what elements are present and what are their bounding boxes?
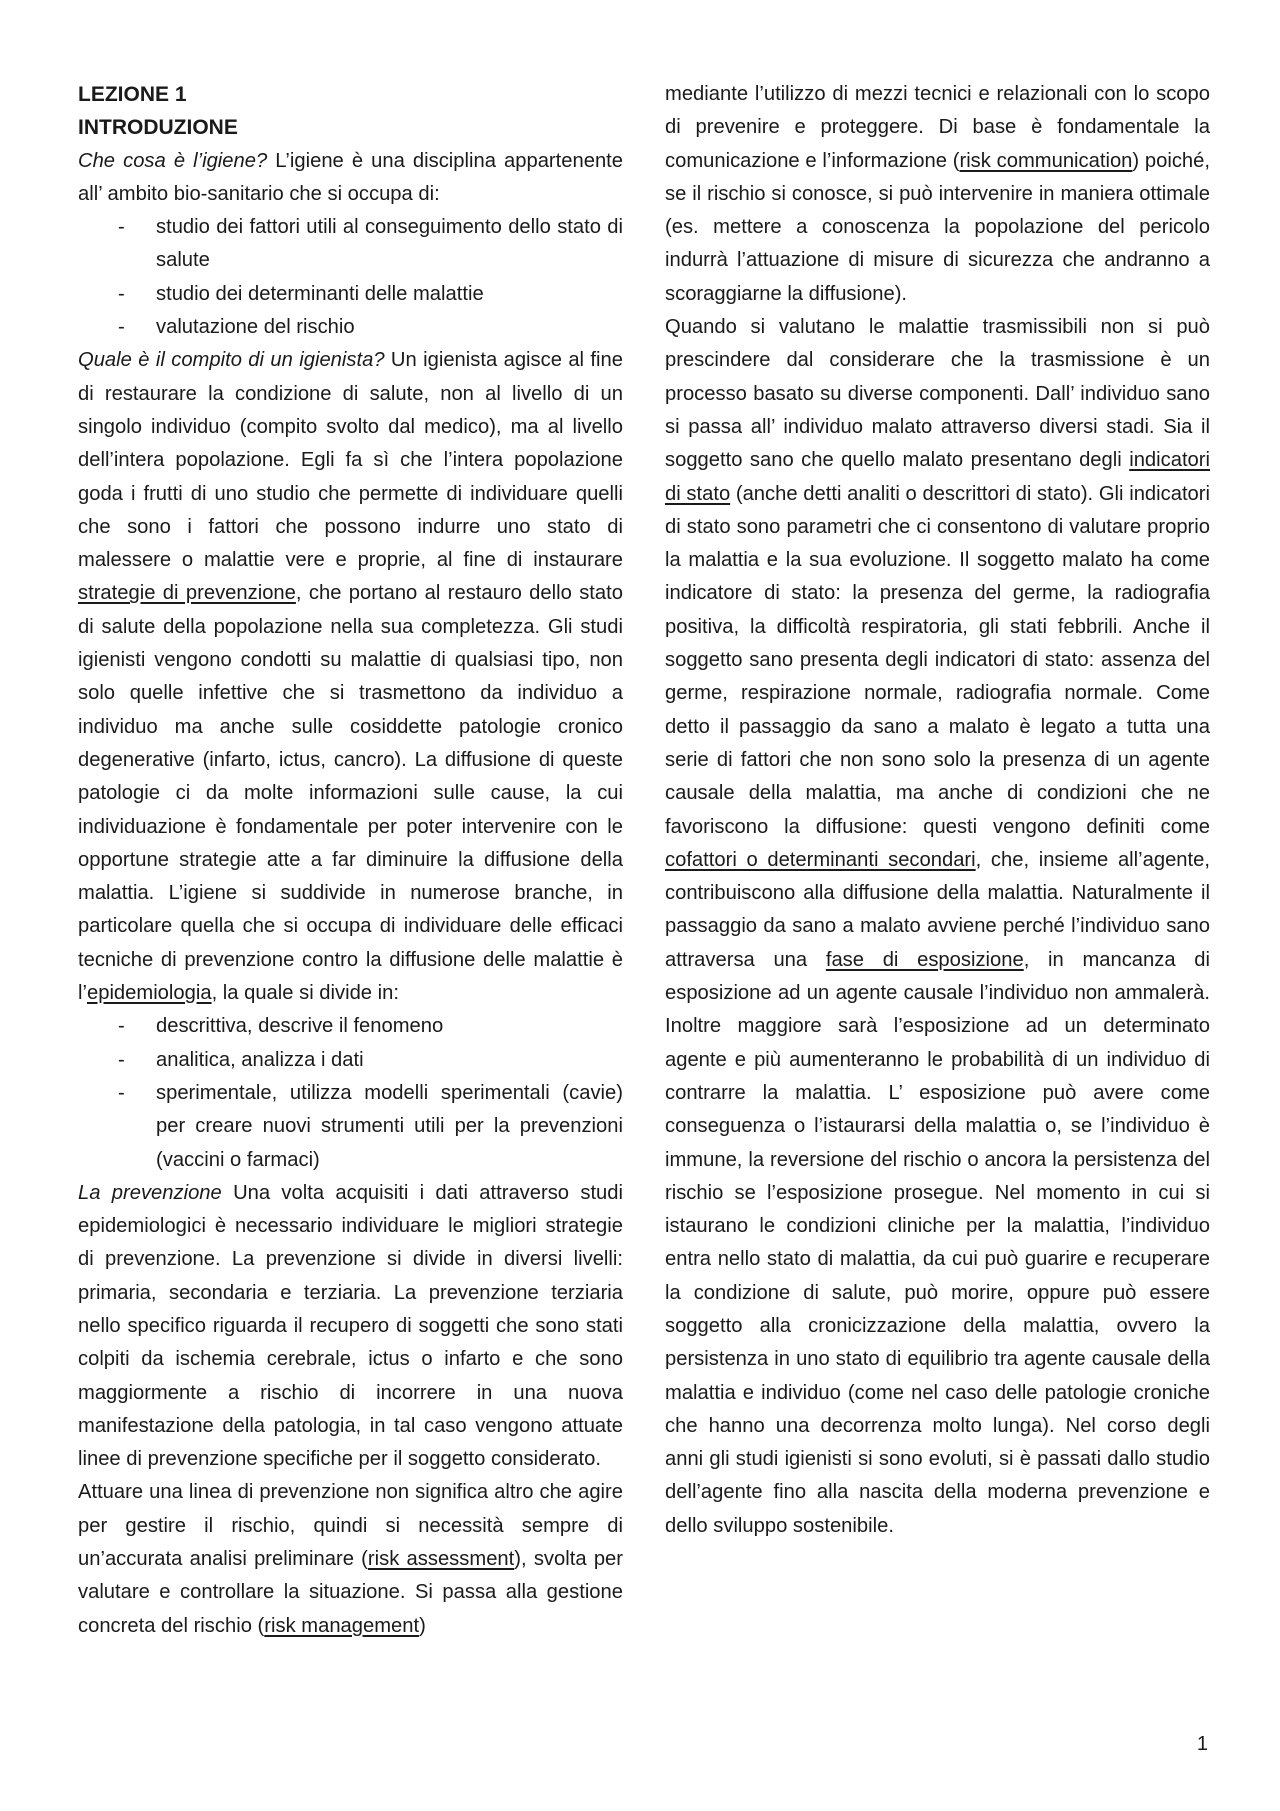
left-column bbox=[78, 78, 623, 1643]
list-marker: - bbox=[118, 1048, 125, 1071]
question-prevenzione: La prevenzione bbox=[78, 1181, 222, 1204]
term-indicatori-stato: indicatori di stato bbox=[665, 449, 1210, 505]
list-marker: - bbox=[118, 1081, 125, 1104]
paragraph-trasmissione: Quando si valutano le malattie trasmissibili non si può prescindere dal considerare che la trasmissione è un processo basato su diverse componenti. Dall’ individuo sano si passa all’ individuo malato attraverso diversi stadi. Sia il soggetto sano che quello malato presentano degli indicatori di stato (anche detti analiti o descrittori di stato). Gli indicatori di stato sono parametri che ci consentono di valutare proprio la malattia e la sua evoluzione. Il soggetto malato ha come indicatore di stato: la presenza del germe, la radiografia positiva, la difficoltà respiratoria, gli stati febbrili. Anche il soggetto sano presenta degli indicatori di stato: assenza del germe, respirazione normale, radiografia normale. Come detto il passaggio da sano a malato è legato a tutta una serie di fattori che non sono solo la presenza di un agente causale della malattia, ma anche di condizioni che ne favoriscono la diffusione: questi vengono definiti come cofattori o determinanti secondari, che, insieme all’agente, contribuiscono alla diffusione della malattia. Naturalmente il passaggio da sano a malato avviene perché l’individuo sano attraversa una fase di esposizione, in mancanza di esposizione ad un agente causale l’individuo non ammalerà. Inoltre maggiore sarà l’esposizione ad un determinato agente e più aumenteranno le probabilità di un individuo di contrarre la malattia. L’ esposizione può avere come conseguenza o l’istaurarsi della malattia o, se l’individuo è immune, la reversione del rischio o ancora la persistenza del rischio se l’esposizione prosegue. Nel momento in cui si istaurano le condizioni cliniche per la malattia, l’individuo entra nello stato di malattia, da cui può guarire e recuperare la condizione di salute, può morire, oppure può essere soggetto alla cronicizzazione della malattia, ovvero la persistenza in uno stato di equilibrio tra agente causale della malattia e individuo (come nel caso delle patologie croniche che hanno una decorrenza molto lunga). Nel corso degli anni gli studi igienisti si sono evoluti, si è passati dallo studio dell’agente fino alla nascita della moderna prevenzione e dello sviluppo sostenibile. bbox=[665, 316, 1210, 1537]
list-igiene-topics bbox=[78, 211, 623, 344]
paragraph-comunicazione: mediante l’utilizzo di mezzi tecnici e relazionali con lo scopo di prevenire e proteggere. Di base è fondamentale la comunicazione e l’informazione (risk communication) poiché, se il rischio si conosce, si può intervenire in maniera ottimale (es. mettere a conoscenza la popolazione del pericolo indurrà l’attuazione di misure di sicurezza che andranno a scoraggiarne la diffusione). bbox=[665, 83, 1210, 305]
paragraph-prevenzione: La prevenzione Una volta acquisiti i dati attraverso studi epidemiologici è necessario individuare le migliori strategie di prevenzione. La prevenzione si divide in diversi livelli: primaria, secondaria e terziaria. La prevenzione terziaria nello specifico riguarda il recupero di soggetti che sono stati colpiti da ischemia cerebrale, ictus o infarto e che sono maggiormente a rischio di incorrere in una nuova manifestazione della patologia, in tal caso vengono attuate linee di prevenzione specifiche per il soggetto considerato. bbox=[78, 1181, 623, 1471]
list-marker: - bbox=[118, 216, 125, 239]
list-marker: - bbox=[118, 316, 125, 339]
paragraph-igiene bbox=[78, 145, 623, 212]
list-item: - sperimentale, utilizza modelli sperimentali (cavie) per creare nuovi strumenti utili per la prevenzioni (vaccini o farmaci) bbox=[78, 1077, 623, 1177]
paragraph-igienista: Quale è il compito di un igienista? Un igienista agisce al fine di restaurare la condizione di salute, non al livello di un singolo individuo (compito svolto dal medico), ma al livello dell’intera popolazione. Egli fa sì che l’intera popolazione goda i frutti di uno studio che permette di individuare quelli che sono i fattori che possono indurre uno stato di malessere o malattie vere e proprie, al fine di instaurare strategie di prevenzione, che portano al restauro dello stato di salute della popolazione nella sua completezza. Gli studi igienisti vengono condotti su malattie di qualsiasi tipo, non solo quelle infettive che si trasmettono da individuo a individuo ma anche sulle cosiddette patologie cronico degenerative (infarto, ictus, cancro). La diffusione di queste patologie ci da molte informazioni sulle cause, la cui individuazione è fondamentale per poter intervenire con le opportune strategie atte a far diminuire la diffusione della malattia. L’igiene si suddivide in numerose branche, in particolare quella che si occupa di individuare delle efficaci tecniche di prevenzione contro la diffusione delle malattie è l’epidemiologia, la quale si divide in: bbox=[78, 349, 623, 1005]
list-item: - studio dei fattori utili al conseguimento dello stato di salute bbox=[78, 211, 623, 278]
term-risk-assessment: risk assessment bbox=[367, 1548, 515, 1571]
page-number: 1 bbox=[1196, 1733, 1208, 1755]
term-epidemiologia: epidemiologia bbox=[86, 982, 212, 1005]
list-epidemiologia bbox=[78, 1010, 623, 1176]
list-marker: - bbox=[118, 282, 125, 305]
term-strategie-prevenzione: strategie di prevenzione bbox=[78, 582, 296, 605]
question-igiene: Che cosa è l’igiene? bbox=[78, 149, 268, 172]
lesson-number: LEZIONE 1 bbox=[78, 83, 187, 106]
list-item: - analitica, analizza i dati bbox=[78, 1044, 623, 1077]
list-marker: - bbox=[118, 1015, 125, 1038]
list-item: - descrittiva, descrive il fenomeno bbox=[78, 1010, 623, 1043]
paragraph-rischio: Attuare una linea di prevenzione non significa altro che agire per gestire il rischio, quindi si necessità sempre di un’accurata analisi preliminare (risk assessment), svolta per valutare e controllare la situazione. Si passa alla gestione concreta del rischio (risk management) bbox=[78, 1481, 623, 1637]
term-risk-management: risk management bbox=[264, 1614, 420, 1637]
section-title: INTRODUZIONE bbox=[78, 116, 238, 140]
term-risk-communication: risk communication bbox=[959, 149, 1133, 172]
right-column bbox=[665, 78, 1210, 1543]
question-igienista: Quale è il compito di un igienista? bbox=[78, 349, 385, 372]
list-item: - valutazione del rischio bbox=[78, 311, 623, 344]
paragraph-igiene-text: L’igiene è una disciplina appartenente all’ ambito bio-sanitario che si occupa di: bbox=[78, 149, 624, 205]
term-cofattori: cofattori o determinanti secondari bbox=[665, 848, 976, 871]
list-item: - studio dei determinanti delle malattie bbox=[78, 278, 623, 311]
term-fase-esposizione: fase di esposizione bbox=[825, 948, 1024, 971]
